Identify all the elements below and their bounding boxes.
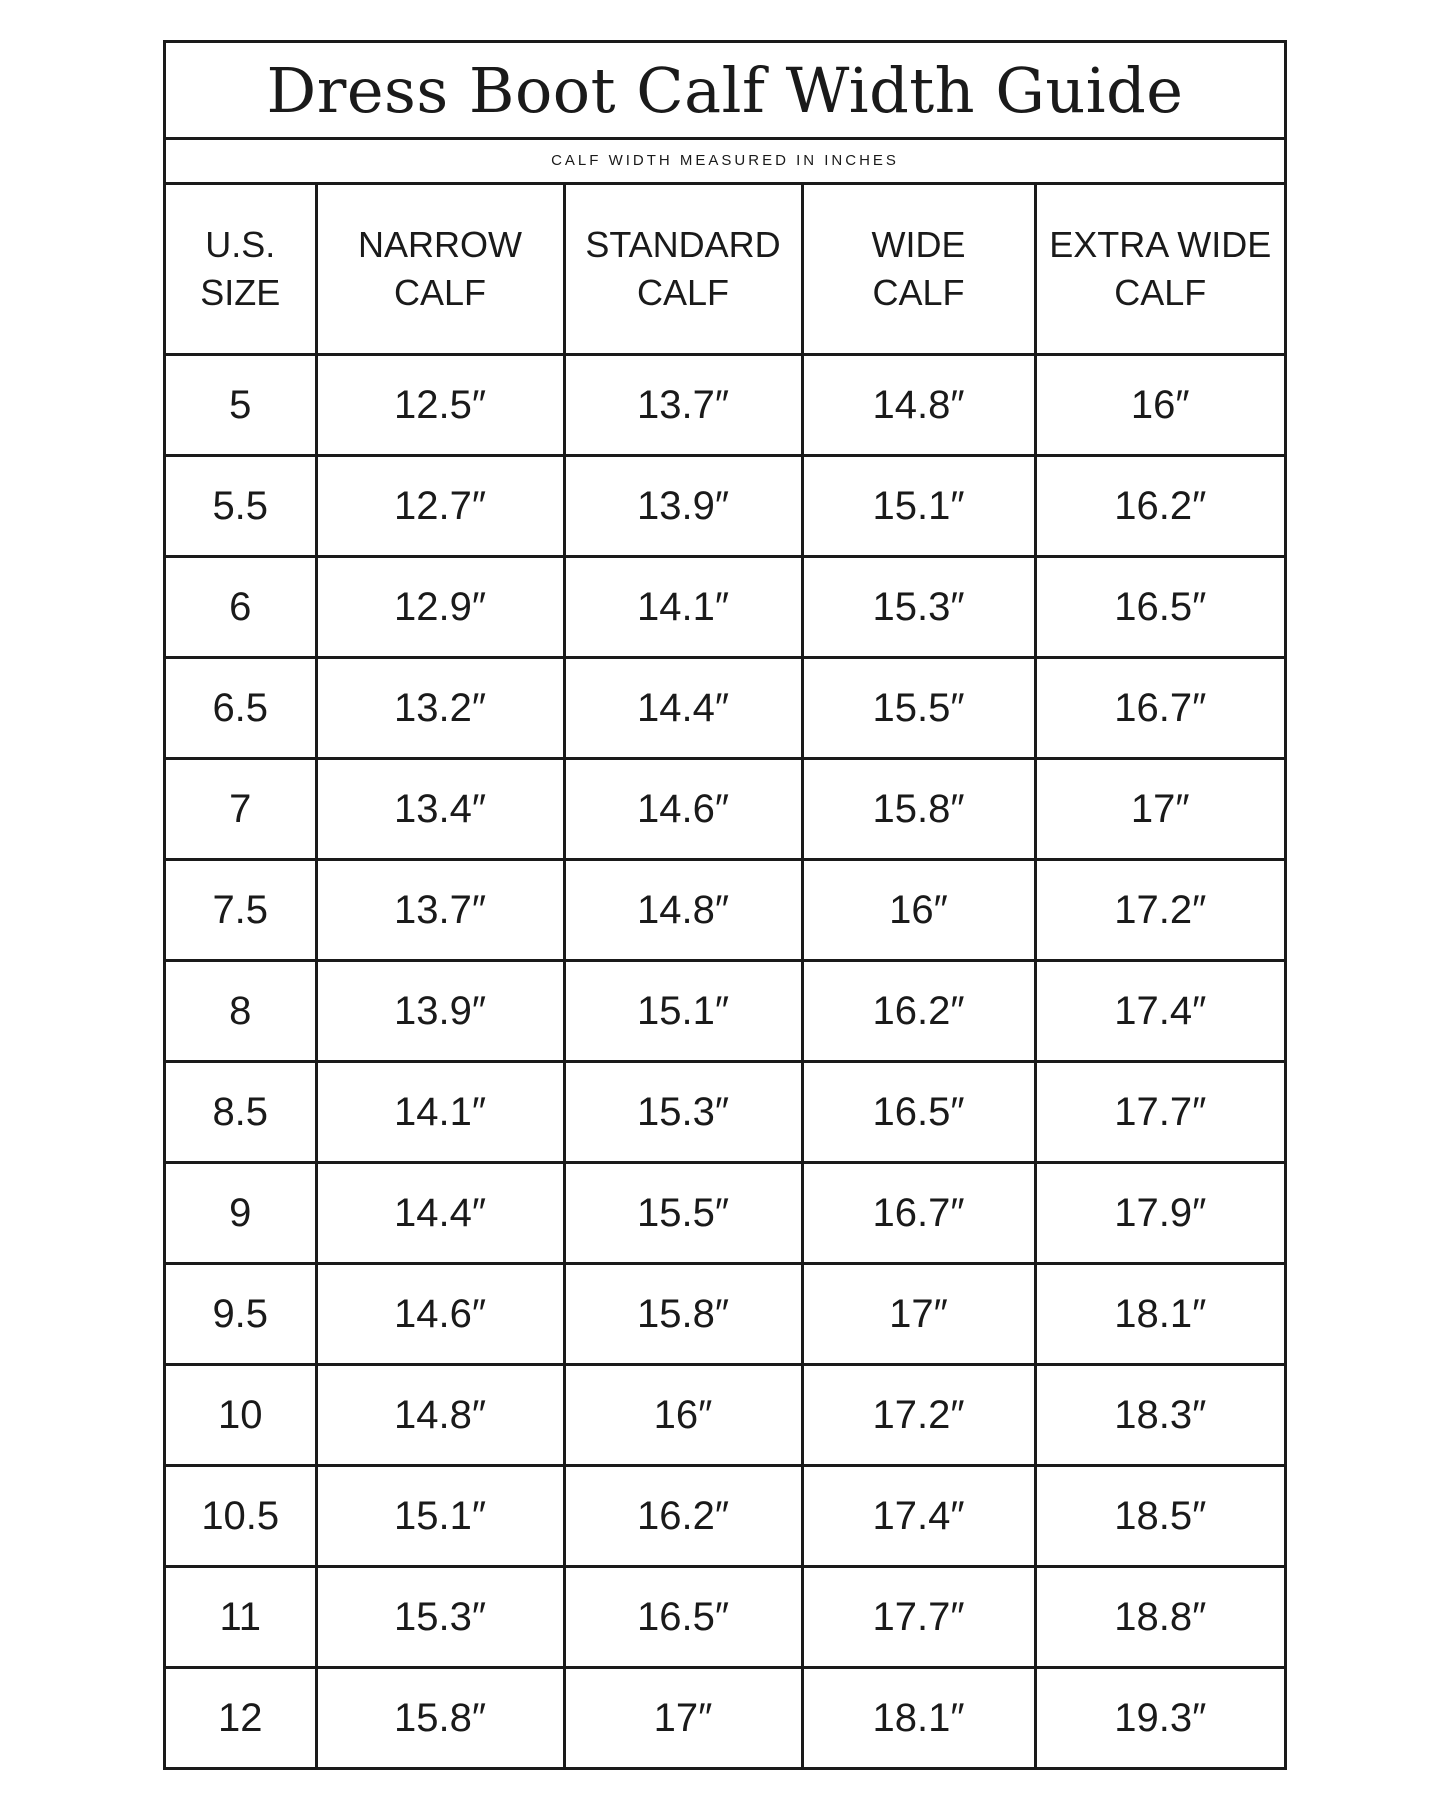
- table-row: [166, 355, 1284, 456]
- cell-standard-calf: 15.8″: [564, 1264, 802, 1365]
- header-line: CALF: [1114, 271, 1207, 313]
- cell-us-size: 8.5: [166, 1062, 316, 1163]
- table-row: [166, 557, 1284, 658]
- page-title: Dress Boot Calf Width Guide: [266, 53, 1184, 127]
- cell-wide-calf: 14.8″: [802, 355, 1035, 456]
- cell-extra-wide-calf: 16.5″: [1035, 557, 1284, 658]
- cell-narrow-calf: 12.9″: [316, 557, 564, 658]
- calf-width-guide: [163, 40, 1287, 1770]
- header-row: [166, 185, 1284, 355]
- table-row: [166, 860, 1284, 961]
- size-table: [166, 185, 1284, 1768]
- cell-standard-calf: 16.2″: [564, 1466, 802, 1567]
- cell-wide-calf: 17.7″: [802, 1567, 1035, 1668]
- cell-extra-wide-calf: 17″: [1035, 759, 1284, 860]
- header-line: SIZE: [200, 271, 281, 313]
- cell-narrow-calf: 13.7″: [316, 860, 564, 961]
- table-row: [166, 759, 1284, 860]
- cell-standard-calf: 16.5″: [564, 1567, 802, 1668]
- table-row: [166, 1062, 1284, 1163]
- table-row: [166, 1567, 1284, 1668]
- cell-us-size: 7: [166, 759, 316, 860]
- cell-wide-calf: 15.5″: [802, 658, 1035, 759]
- table-row: [166, 456, 1284, 557]
- subtitle-row: [166, 140, 1284, 184]
- cell-standard-calf: 14.6″: [564, 759, 802, 860]
- cell-wide-calf: 16″: [802, 860, 1035, 961]
- cell-narrow-calf: 12.5″: [316, 355, 564, 456]
- cell-standard-calf: 14.8″: [564, 860, 802, 961]
- table-row: [166, 1264, 1284, 1365]
- cell-narrow-calf: 15.8″: [316, 1668, 564, 1768]
- cell-narrow-calf: 14.1″: [316, 1062, 564, 1163]
- header-line: CALF: [393, 271, 487, 313]
- table-body: [166, 355, 1284, 1768]
- cell-us-size: 5: [166, 355, 316, 456]
- header-line: NARROW: [358, 223, 522, 265]
- cell-wide-calf: 15.1″: [802, 456, 1035, 557]
- header-line: STANDARD: [585, 223, 781, 265]
- cell-extra-wide-calf: 16.7″: [1035, 658, 1284, 759]
- cell-extra-wide-calf: 16″: [1035, 355, 1284, 456]
- cell-us-size: 10.5: [166, 1466, 316, 1567]
- cell-extra-wide-calf: 17.9″: [1035, 1163, 1284, 1264]
- cell-wide-calf: 15.8″: [802, 759, 1035, 860]
- cell-narrow-calf: 13.2″: [316, 658, 564, 759]
- table-row: [166, 1466, 1284, 1567]
- cell-narrow-calf: 14.6″: [316, 1264, 564, 1365]
- cell-narrow-calf: 13.4″: [316, 759, 564, 860]
- table-row: [166, 961, 1284, 1062]
- cell-us-size: 9.5: [166, 1264, 316, 1365]
- cell-us-size: 9: [166, 1163, 316, 1264]
- cell-wide-calf: 17.4″: [802, 1466, 1035, 1567]
- cell-standard-calf: 15.3″: [564, 1062, 802, 1163]
- cell-us-size: 6: [166, 557, 316, 658]
- cell-narrow-calf: 14.4″: [316, 1163, 564, 1264]
- cell-narrow-calf: 15.1″: [316, 1466, 564, 1567]
- table-row: [166, 658, 1284, 759]
- cell-wide-calf: 16.2″: [802, 961, 1035, 1062]
- header-line: EXTRA WIDE: [1049, 223, 1272, 265]
- cell-standard-calf: 13.9″: [564, 456, 802, 557]
- cell-us-size: 11: [166, 1567, 316, 1668]
- cell-wide-calf: 18.1″: [802, 1668, 1035, 1768]
- cell-wide-calf: 15.3″: [802, 557, 1035, 658]
- cell-extra-wide-calf: 19.3″: [1114, 1695, 1207, 1740]
- cell-narrow-calf: 13.9″: [316, 961, 564, 1062]
- header-standard-calf: [564, 185, 802, 355]
- cell-extra-wide-calf: 17.7″: [1035, 1062, 1284, 1163]
- cell-extra-wide-calf: 18.5″: [1035, 1466, 1284, 1567]
- cell-narrow-calf: 14.8″: [316, 1365, 564, 1466]
- page-subtitle: CALF WIDTH MEASURED IN INCHES: [551, 152, 899, 170]
- cell-wide-calf: 16.5″: [802, 1062, 1035, 1163]
- cell-narrow-calf: 12.7″: [316, 456, 564, 557]
- cell-wide-calf: 17″: [802, 1264, 1035, 1365]
- cell-wide-calf: 17.2″: [802, 1365, 1035, 1466]
- cell-wide-calf: 16.7″: [802, 1163, 1035, 1264]
- cell-us-size: 6.5: [166, 658, 316, 759]
- header-line: U.S.: [205, 223, 276, 265]
- cell-standard-calf: 14.1″: [564, 557, 802, 658]
- header-us-size: [166, 185, 316, 355]
- cell-extra-wide-calf: 17.2″: [1035, 860, 1284, 961]
- header-wide-calf: [802, 185, 1035, 355]
- cell-extra-wide-calf: 16.2″: [1035, 456, 1284, 557]
- cell-standard-calf: 15.1″: [564, 961, 802, 1062]
- cell-standard-calf: 14.4″: [564, 658, 802, 759]
- table-row: [166, 1365, 1284, 1466]
- table-row: [166, 1163, 1284, 1264]
- header-line: CALF: [872, 271, 965, 313]
- cell-us-size: 12: [166, 1668, 316, 1768]
- cell-extra-wide-calf: 17.4″: [1035, 961, 1284, 1062]
- cell-us-size: 10: [166, 1365, 316, 1466]
- cell-standard-calf: 17″: [564, 1668, 802, 1768]
- header-line: WIDE: [871, 223, 966, 265]
- cell-extra-wide-calf: 18.3″: [1035, 1365, 1284, 1466]
- header-extra-wide-calf: [1035, 185, 1284, 355]
- header-line: CALF: [636, 271, 730, 313]
- cell-standard-calf: 13.7″: [564, 355, 802, 456]
- header-narrow-calf: [316, 185, 564, 355]
- cell-us-size: 7.5: [166, 860, 316, 961]
- cell-standard-calf: 15.5″: [564, 1163, 802, 1264]
- cell-extra-wide-calf: 18.8″: [1035, 1567, 1284, 1668]
- table-row: [166, 1668, 1284, 1768]
- cell-standard-calf: 16″: [564, 1365, 802, 1466]
- cell-extra-wide-calf: 18.1″: [1035, 1264, 1284, 1365]
- cell-us-size: 8: [166, 961, 316, 1062]
- title-row: [166, 43, 1284, 140]
- cell-us-size: 5.5: [166, 456, 316, 557]
- cell-narrow-calf: 15.3″: [316, 1567, 564, 1668]
